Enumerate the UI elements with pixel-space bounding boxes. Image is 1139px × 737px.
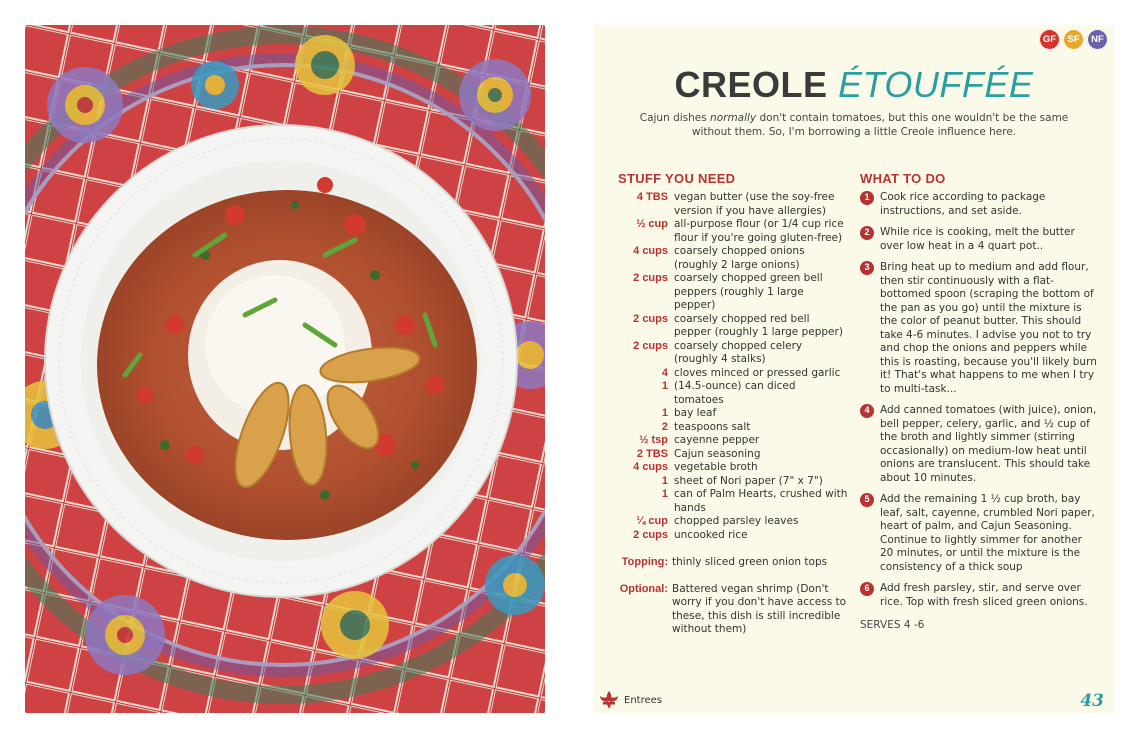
step-text: Add canned tomatoes (with juice), onion, bell pepper, celery, garlic, and ½ cup of the broth and lightly simmer (stirring occasionally) on medium-low heat until onions are translucent. This should take about 10 minutes. — [880, 404, 1097, 484]
intro-emphasis: normally — [710, 112, 757, 124]
ingredient-desc: can of Palm Hearts, crushed with hands — [674, 488, 848, 514]
direction-step — [860, 404, 1098, 485]
ingredient-qty: 2 TBS — [636, 447, 668, 460]
ingredient-row — [618, 272, 848, 313]
soy-free-badge: SF — [1063, 29, 1084, 50]
ingredient-row — [618, 488, 848, 515]
recipe-title — [594, 63, 1114, 107]
ingredient-desc: chopped parsley leaves — [674, 515, 799, 527]
ingredient-qty: 2 cups — [633, 312, 668, 325]
ingredient-qty: 1 — [661, 488, 668, 500]
ingredients-list — [618, 191, 848, 542]
section-footer — [598, 690, 662, 710]
ingredient-row — [618, 367, 848, 381]
ingredient-desc: bay leaf — [674, 407, 717, 419]
step-number-badge: 3 — [860, 261, 874, 275]
ingredient-desc: Cajun seasoning — [674, 447, 761, 460]
ingredient-desc: cloves minced or pressed garlic — [674, 366, 841, 379]
direction-step — [860, 493, 1098, 574]
direction-step — [860, 191, 1098, 218]
directions-section — [860, 171, 1098, 631]
topping-label: Topping: — [621, 556, 668, 568]
ingredient-desc: coarsely chopped green bell peppers (roughly 1 large pepper) — [674, 272, 823, 311]
ingredient-desc: sheet of Nori paper (7" x 7") — [674, 474, 823, 487]
ingredient-row — [618, 245, 848, 272]
fleur-de-lis-icon — [598, 690, 620, 710]
page-number: 43 — [1080, 691, 1104, 711]
ingredient-row — [618, 421, 848, 435]
step-number-badge: 2 — [860, 226, 874, 240]
gluten-free-badge: GF — [1039, 29, 1060, 50]
ingredient-row — [618, 515, 848, 529]
diet-badges — [1039, 29, 1108, 50]
direction-step — [860, 226, 1098, 253]
ingredient-qty: ½ cup — [636, 218, 668, 230]
step-text: Cook rice according to package instructions, and set aside. — [880, 191, 1046, 217]
ingredient-qty: 1 — [661, 380, 668, 392]
ingredient-qty: ½ tsp — [639, 434, 668, 446]
ingredient-qty: ¼ cup — [636, 515, 668, 527]
ingredient-qty: 4 cups — [633, 245, 668, 257]
recipe-intro — [624, 112, 1084, 139]
ingredients-section — [618, 171, 848, 637]
intro-text-1: Cajun dishes — [639, 112, 711, 124]
ingredient-row — [618, 448, 848, 462]
directions-list — [860, 191, 1098, 609]
ingredient-desc: uncooked rice — [674, 528, 748, 541]
ingredient-desc: coarsely chopped red bell pepper (roughly 1 large pepper) — [674, 312, 843, 338]
ingredient-qty: 4 cups — [633, 461, 668, 473]
ingredient-desc: (14.5-ounce) can diced tomatoes — [674, 380, 796, 406]
ingredient-row — [618, 461, 848, 475]
direction-step — [860, 582, 1098, 609]
ingredient-desc: coarsely chopped celery (roughly 4 stalks) — [674, 339, 803, 365]
ingredient-desc: all-purpose flour (or 1/4 cup rice flour if you're going gluten-free) — [674, 218, 844, 244]
ingredients-heading: STUFF YOU NEED — [618, 171, 736, 186]
step-text: Add fresh parsley, stir, and serve over rice. Top with fresh sliced green onions. — [880, 582, 1088, 608]
ingredient-qty: 2 cups — [633, 272, 668, 284]
direction-step — [860, 261, 1098, 396]
intro-text-2: don't contain tomatoes, but this one wouldn't be the same without them. So, I'm borrowing a little Creole influence here. — [691, 112, 1069, 138]
ingredient-qty: 2 cups — [633, 339, 668, 352]
step-text: Add the remaining 1 ½ cup broth, bay leaf, salt, cayenne, crumbled Nori paper, heart of palm, and Cajun Seasoning. Continue to lightly simmer for another 20 minutes, or until the mixture is the consistency of a thick soup — [880, 493, 1095, 573]
nut-free-badge: NF — [1087, 29, 1108, 50]
ingredient-qty: 2 cups — [633, 528, 668, 541]
step-text: Bring heat up to medium and add flour, then stir continuously with a flat-bottomed spoon (scraping the bottom of the pan as you go) until the mixture is the color of peanut butter. This should take 4-6 minutes. I advise you not to try and chop the onions and peppers while this is roasting, because you'll likely burn it! That's what happens to me when I try to multi-task... — [880, 261, 1097, 395]
ingredient-row — [618, 529, 848, 543]
ingredient-row — [618, 434, 848, 448]
ingredient-row — [618, 380, 848, 407]
ingredient-desc: vegetable broth — [674, 461, 758, 473]
step-number-badge: 4 — [860, 404, 874, 418]
ingredient-row — [618, 407, 848, 421]
ingredient-qty: 4 TBS — [636, 191, 668, 203]
topping-row — [618, 556, 848, 570]
ingredient-row — [618, 218, 848, 245]
ingredient-desc: cayenne pepper — [674, 434, 760, 446]
directions-heading: WHAT TO DO — [860, 171, 946, 186]
step-number-badge: 6 — [860, 582, 874, 596]
ingredient-row — [618, 313, 848, 340]
step-number-badge: 5 — [860, 493, 874, 507]
recipe-page — [594, 25, 1114, 713]
ingredient-qty: 2 — [661, 420, 668, 433]
step-text: While rice is cooking, melt the butter over low heat in a 4 quart pot.. — [880, 226, 1075, 252]
title-part-etouffee: ÉTOUFFÉE — [838, 64, 1034, 105]
ingredient-desc: coarsely chopped onions (roughly 2 large onions) — [674, 245, 805, 271]
ingredient-row — [618, 475, 848, 489]
ingredient-desc: teaspoons salt — [674, 420, 751, 433]
step-number-badge: 1 — [860, 191, 874, 205]
ingredient-qty: 1 — [661, 407, 668, 419]
ingredient-row — [618, 340, 848, 367]
serves-text: SERVES 4 -6 — [860, 619, 925, 631]
title-part-creole: CREOLE — [674, 64, 828, 105]
optional-desc: Battered vegan shrimp (Don't worry if you don't have access to these, this dish is still incredible without them) — [672, 582, 847, 635]
ingredient-row — [618, 191, 848, 218]
topping-desc: thinly sliced green onion tops — [672, 556, 828, 568]
recipe-photo — [25, 25, 545, 713]
section-name: Entrees — [624, 694, 662, 706]
optional-label: Optional: — [619, 582, 668, 595]
ingredient-qty: 4 — [661, 366, 668, 379]
optional-row — [618, 583, 848, 637]
ingredient-qty: 1 — [661, 474, 668, 487]
ingredient-desc: vegan butter (use the soy-free version if you have allergies) — [674, 191, 835, 217]
